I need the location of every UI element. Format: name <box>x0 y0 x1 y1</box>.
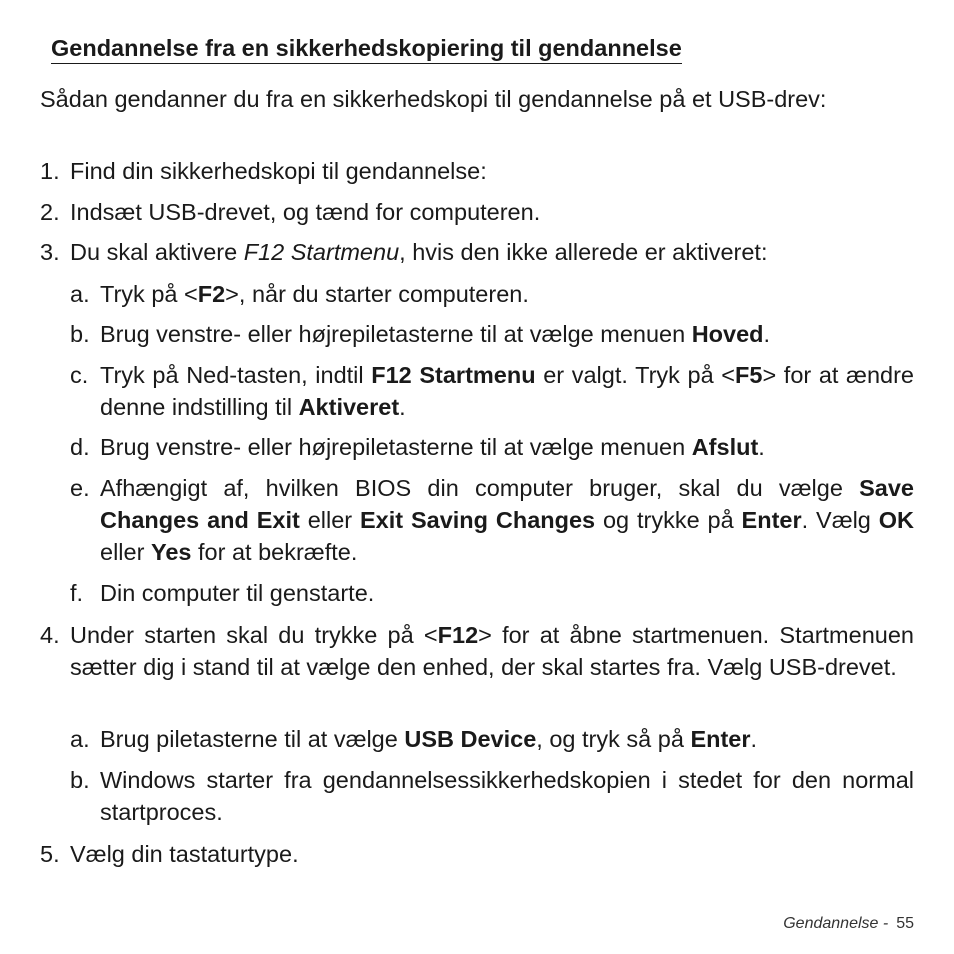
menu-name: Afslut <box>691 434 759 460</box>
page-footer <box>783 915 914 933</box>
step-text: Indsæt USB-drevet, og tænd for computeren. <box>70 199 541 225</box>
step-text: Vælg din tastaturtype. <box>70 841 299 867</box>
option-name: Save Changes and Exit <box>100 475 914 533</box>
step-text: Du skal aktivere F12 Startmenu, hvis den ikke allerede er aktiveret: <box>70 239 768 265</box>
substep-3d <box>70 431 914 463</box>
step-number: 1. <box>40 158 60 184</box>
substep-3f <box>70 577 914 609</box>
step-3 <box>40 236 914 268</box>
step-number: 4. <box>40 622 60 648</box>
step-5 <box>40 838 914 870</box>
value-name: Aktiveret <box>298 394 400 420</box>
key-name: F2 <box>197 281 226 307</box>
substep-3c <box>70 359 914 423</box>
substep-letter: b. <box>70 767 90 793</box>
substep-4b <box>70 764 914 828</box>
substep-letter: f. <box>70 580 84 606</box>
substep-letter: c. <box>70 362 89 388</box>
substep-3a <box>70 278 914 310</box>
substep-text: Windows starter fra gendannelsessikkerhedskopien i stedet for den normal startproces. <box>100 767 914 825</box>
page-number: 55 <box>896 915 914 932</box>
footer-section: Gendannelse - <box>783 915 889 932</box>
substep-3e <box>70 472 914 568</box>
step-text: Under starten skal du trykke på <F12> for at åbne startmenuen. Startmenuen sætter dig i stand til at vælge den enhed, der skal startes fra. Vælg USB-drevet. <box>70 622 914 680</box>
option-name: Exit Saving Changes <box>360 507 596 533</box>
step-number: 2. <box>40 199 60 225</box>
substep-text: Afhængigt af, hvilken BIOS din computer bruger, skal du vælge Save Changes and Exit eller Exit Saving Changes og trykke på Enter. Vælg OK eller Yes for at bekræfte. <box>100 475 914 565</box>
step-2 <box>40 196 914 228</box>
substep-letter: b. <box>70 321 90 347</box>
step-4 <box>40 619 914 683</box>
key-name: Enter <box>690 726 751 752</box>
substep-text: Tryk på Ned-tasten, indtil F12 Startmenu er valgt. Tryk på <F5> for at ændre denne indstilling til Aktiveret. <box>100 362 914 420</box>
menu-name: Hoved <box>691 321 764 347</box>
choice-name: OK <box>878 507 914 533</box>
substep-text: Din computer til genstarte. <box>100 580 375 606</box>
key-name: F12 <box>437 622 479 648</box>
substep-text: Brug venstre- eller højrepiletasterne til at vælge menuen Afslut. <box>100 434 765 460</box>
emphasis-text: F12 Startmenu <box>243 239 400 265</box>
substep-letter: a. <box>70 726 90 752</box>
section-heading: Gendannelse fra en sikkerhedskopiering til gendannelse <box>51 33 682 64</box>
step-1 <box>40 155 914 187</box>
substep-letter: a. <box>70 281 90 307</box>
substep-letter: d. <box>70 434 90 460</box>
substep-4a <box>70 723 914 755</box>
substep-letter: e. <box>70 475 90 501</box>
substep-3b <box>70 318 914 350</box>
step-number: 3. <box>40 239 60 265</box>
choice-name: Yes <box>150 539 192 565</box>
step-text: Find din sikkerhedskopi til gendannelse: <box>70 158 487 184</box>
key-name: F5 <box>735 362 763 388</box>
device-name: USB Device <box>404 726 537 752</box>
substep-text: Brug piletasterne til at vælge USB Device, og tryk så på Enter. <box>100 726 758 752</box>
option-name: F12 Startmenu <box>371 362 536 388</box>
step-number: 5. <box>40 841 60 867</box>
intro-paragraph: Sådan gendanner du fra en sikkerhedskopi til gendannelse på et USB-drev: <box>40 86 827 112</box>
key-name: Enter <box>741 507 802 533</box>
substep-text: Tryk på <F2>, når du starter computeren. <box>100 281 529 307</box>
substep-text: Brug venstre- eller højrepiletasterne til at vælge menuen Hoved. <box>100 321 771 347</box>
